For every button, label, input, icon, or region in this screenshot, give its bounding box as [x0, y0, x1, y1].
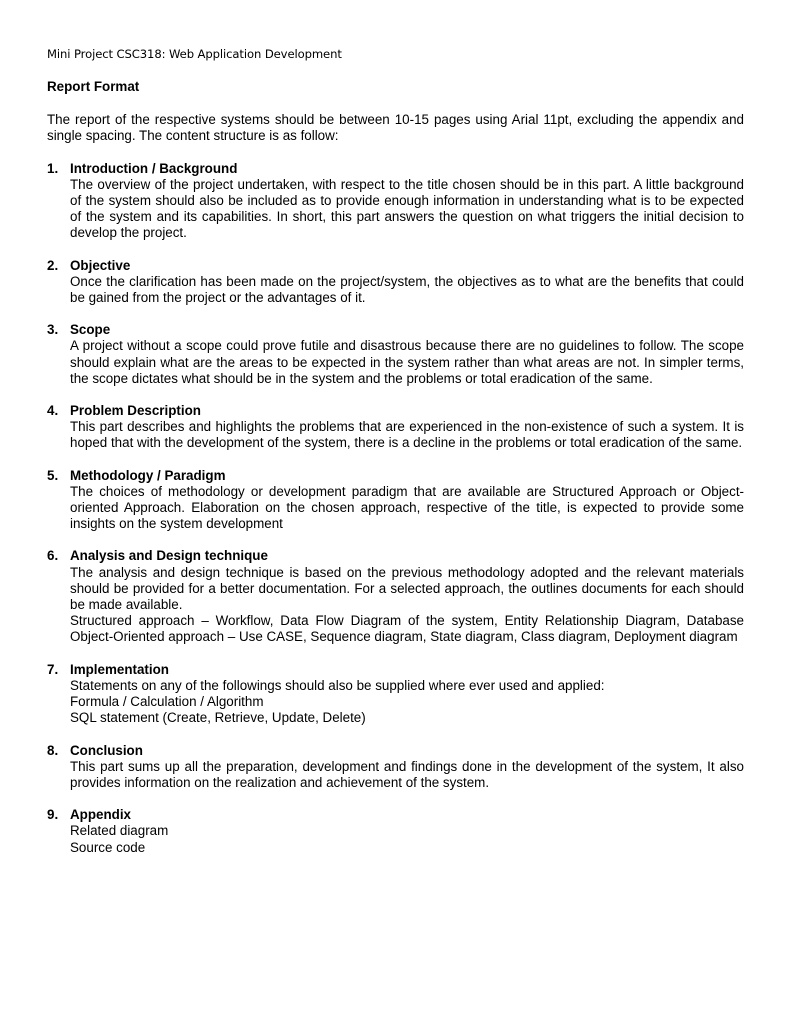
section-number: 8. [47, 742, 59, 758]
report-content [47, 79, 744, 872]
section-number: 2. [47, 257, 59, 273]
section-body: A project without a scope could prove futile and disastrous because there are no guidelines to follow. The scope should explain what are the areas to be expected in the system rather than what areas are not. In simpler terms, the scope dictates what should be in the system and the problems or total eradication of the same. [70, 338, 744, 386]
section-number: 3. [47, 322, 59, 338]
running-header: Mini Project CSC318: Web Application Development [47, 47, 342, 61]
section-number: 5. [47, 467, 59, 483]
object-oriented-approach-line: Object-Oriented approach – Use CASE, Sequence diagram, State diagram, Class diagram, Deployment diagram [70, 629, 738, 645]
report-title: Report Format [47, 79, 140, 94]
section-title: Scope [70, 322, 111, 338]
section-title: Methodology / Paradigm [70, 467, 226, 483]
structured-approach-line: Structured approach – Workflow, Data Flow Diagram of the system, Entity Relationship Diagram, Database [70, 613, 744, 629]
section-number: 4. [47, 403, 59, 419]
section-title: Appendix [70, 807, 132, 823]
report-intro: The report of the respective systems should be between 10-15 pages using Arial 11pt, excluding the appendix and single spacing. The content structure is as follow: [47, 112, 744, 144]
implementation-item-sql: SQL statement (Create, Retrieve, Update, Delete) [70, 710, 366, 726]
section-implementation [47, 662, 744, 727]
section-number: 7. [47, 661, 59, 677]
section-scope [47, 322, 744, 387]
section-objective [47, 258, 744, 307]
section-title: Conclusion [70, 742, 143, 758]
section-introduction [47, 161, 744, 242]
section-number: 6. [47, 548, 59, 564]
section-title: Implementation [70, 661, 169, 677]
section-title: Objective [70, 257, 131, 273]
section-body: The overview of the project undertaken, with respect to the title chosen should be in this part. A little background of the system should also be included as to provide enough information in understanding what is to be expected of the system and its capabilities. In short, this part answers the question on what triggers the initial decision to develop the project. [70, 176, 744, 241]
section-appendix [47, 807, 744, 856]
section-number: 1. [47, 160, 59, 176]
section-title: Analysis and Design technique [70, 548, 268, 564]
section-list [47, 161, 744, 856]
appendix-item-diagram: Related diagram [70, 823, 169, 839]
section-body: The choices of methodology or development paradigm that are available are Structured Approach or Object-oriented Approach. Elaboration on the chosen approach, respective of the title, is expected to provide some insights on the system development [70, 483, 744, 532]
section-problem-description [47, 403, 744, 452]
section-body: Once the clarification has been made on the project/system, the objectives as to what are the benefits that could be gained from the project or the advantages of it. [70, 273, 744, 306]
section-body: The analysis and design technique is based on the previous methodology adopted and the relevant materials should be provided for a better documentation. For a selected approach, the outlines documents for each should be made available. [70, 564, 744, 613]
section-body: This part describes and highlights the problems that are experienced in the non-existence of such a system. It is hoped that with the development of the system, there is a decline in the problems or total eradication of the same. [70, 419, 744, 451]
section-title: Problem Description [70, 403, 201, 419]
appendix-item-source-code: Source code [70, 839, 146, 855]
section-body: Statements on any of the followings should also be supplied where ever used and applied: [70, 677, 605, 693]
section-number: 9. [47, 807, 59, 823]
section-body: This part sums up all the preparation, development and findings done in the development of the system, It also provides information on the realization and achievement of the system. [70, 758, 744, 790]
section-analysis-design [47, 548, 744, 645]
implementation-item-formula: Formula / Calculation / Algorithm [70, 694, 264, 710]
section-title: Introduction / Background [70, 160, 238, 176]
section-conclusion [47, 743, 744, 792]
section-methodology [47, 468, 744, 533]
